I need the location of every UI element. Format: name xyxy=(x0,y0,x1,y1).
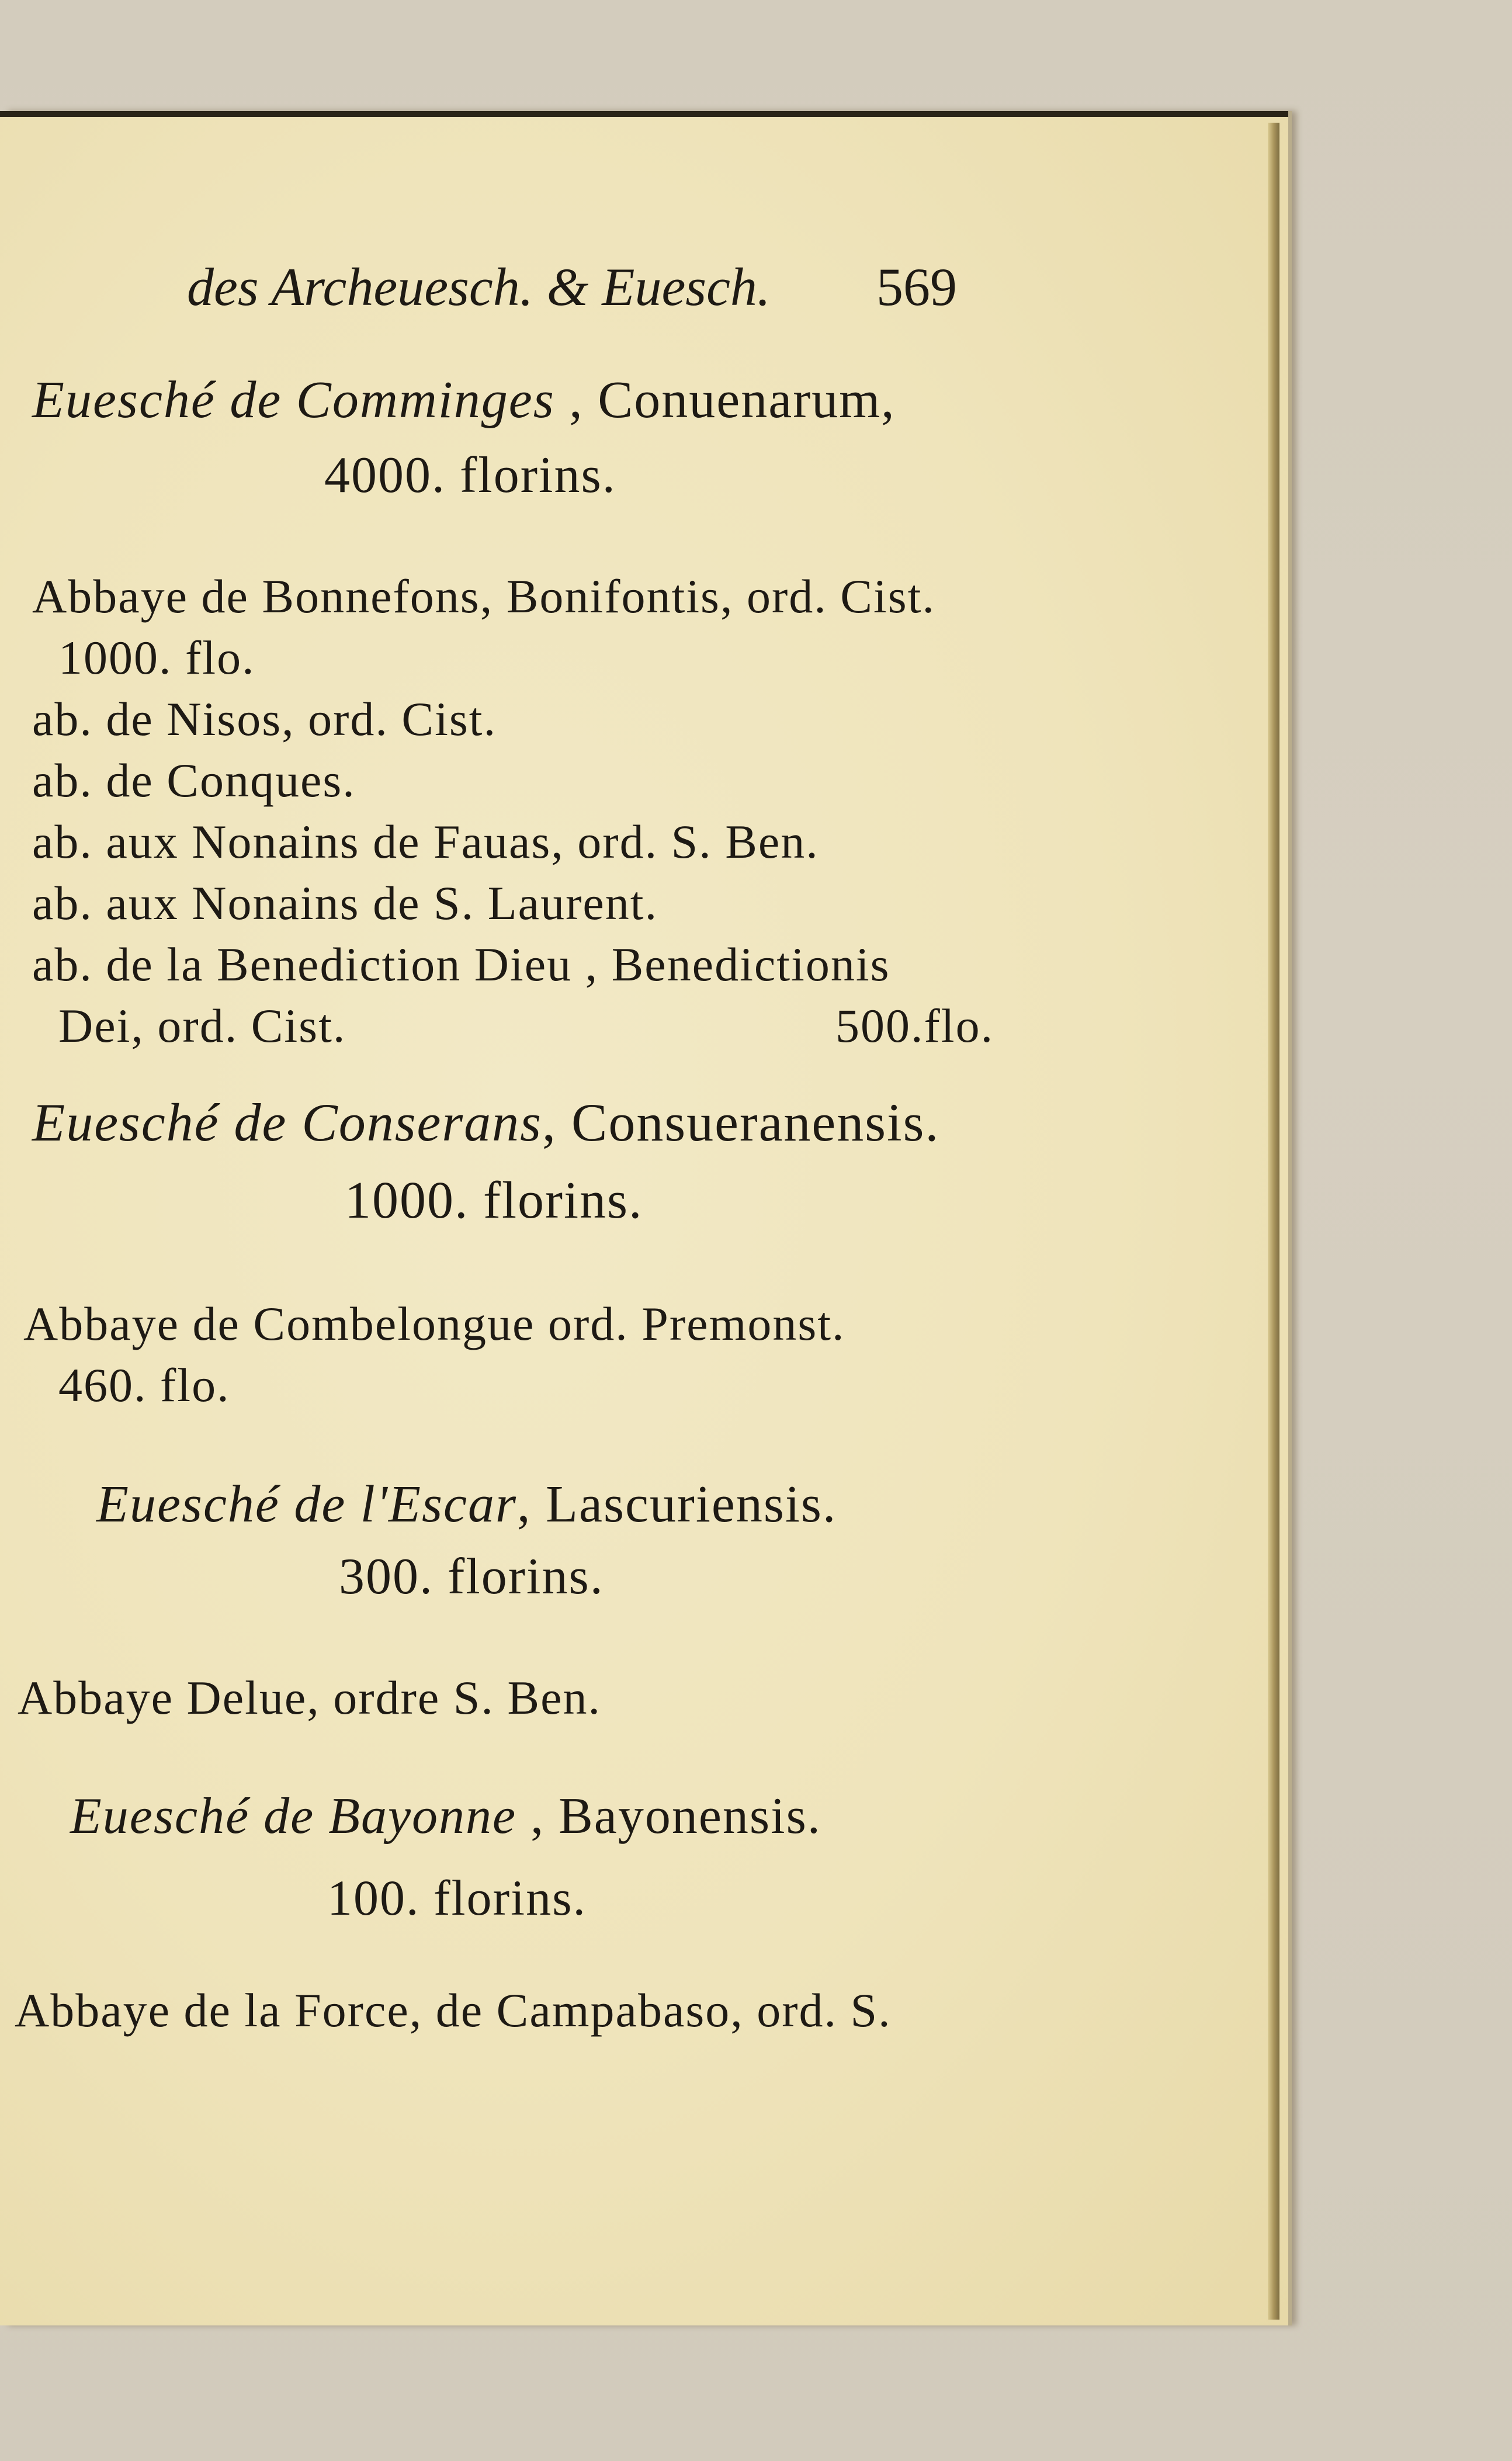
entry-line: Abbaye de Bonnefons, Bonifontis, ord. Cist. xyxy=(32,570,935,623)
heading-italic: Euesché de Bayonne xyxy=(70,1788,517,1845)
section-heading xyxy=(96,1475,837,1533)
section-subline: 100. florins. xyxy=(327,1870,587,1926)
entry-line: ab. aux Nonains de Fauas, ord. S. Ben. xyxy=(32,815,819,868)
page-edge xyxy=(1268,123,1279,2320)
entry-line: Abbaye Delue, ordre S. Ben. xyxy=(18,1671,602,1724)
entry-line: Abbaye de Combelongue ord. Premonst. xyxy=(23,1297,845,1350)
heading-roman: , Consueranensis. xyxy=(542,1093,940,1152)
heading-italic: Euesché de l'Escar xyxy=(96,1475,518,1533)
entry-line: ab. de Nisos, ord. Cist. xyxy=(32,692,497,746)
section-subline: 4000. florins. xyxy=(324,447,616,504)
entry-line: ab. de Conques. xyxy=(32,754,356,807)
entry-line: 460. flo. xyxy=(58,1358,230,1412)
section-subline: 1000. florins. xyxy=(345,1171,643,1229)
entry-line: Dei, ord. Cist. xyxy=(58,999,346,1052)
heading-italic: Euesché de Comminges xyxy=(32,371,555,429)
running-head-title: des Archeuesch. & Euesch. xyxy=(187,257,771,317)
section-heading xyxy=(70,1788,821,1845)
section-subline: 300. florins. xyxy=(339,1548,604,1605)
page-number: 569 xyxy=(876,257,957,317)
heading-roman: , Bayonensis. xyxy=(516,1788,821,1845)
entry-amount: 500.flo. xyxy=(835,999,994,1052)
entry-line: ab. de la Benediction Dieu , Benedictionis xyxy=(32,938,890,991)
section-heading xyxy=(32,371,896,429)
entry-line: ab. aux Nonains de S. Laurent. xyxy=(32,876,658,930)
heading-roman: , Lascuriensis. xyxy=(517,1475,837,1533)
heading-roman: , Conuenarum, xyxy=(554,371,896,429)
section-heading xyxy=(32,1093,940,1152)
entry-line: 1000. flo. xyxy=(58,631,255,684)
heading-italic: Euesché de Conserans xyxy=(32,1093,542,1152)
entry-line: Abbaye de la Force, de Campabaso, ord. S. xyxy=(15,1984,892,2037)
